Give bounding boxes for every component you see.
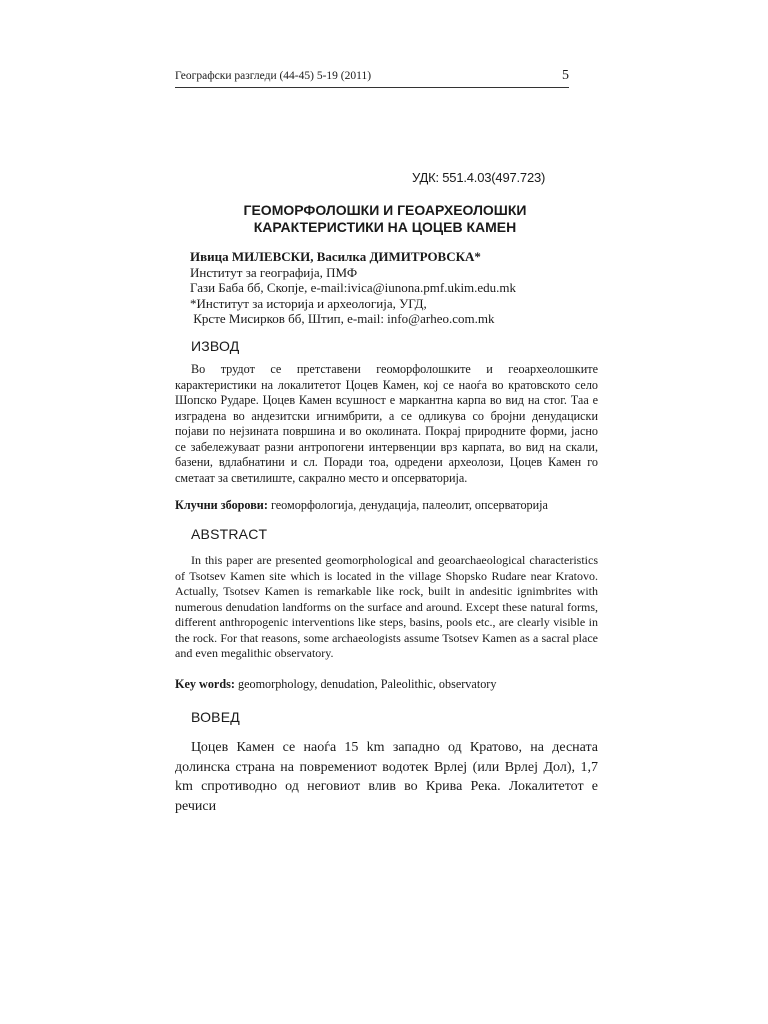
title-line-1: ГЕОМОРФОЛОШКИ И ГЕОАРХЕОЛОШКИ [243, 202, 527, 218]
keywords-en [175, 677, 605, 692]
abstract-en-heading: ABSTRACT [191, 526, 268, 542]
author-names: Ивица МИЛЕВСКИ, Василка ДИМИТРОВСКА* [190, 249, 481, 264]
address-2: Крсте Мисирков бб, Штип, e-mail: info@arheo.com.mk [190, 311, 495, 326]
udk-code: УДК: 551.4.03(497.723) [412, 170, 546, 185]
affiliation-2: *Институт за историја и археологија, УГД, [190, 295, 427, 311]
author-block [190, 249, 590, 327]
keywords-mk-label: Клучни зборови: [175, 498, 268, 512]
keywords-en-label: Key words: [175, 677, 235, 691]
abstract-en-text: In this paper are presented geomorphological and geoarchaeological characteristics of Tsotsev Kamen site which is located in the village Shopsko Rudare near Kratovo. Actually, Tsotsev Kamen is remarkable like rock, built in andesitic ignimbrites with numerous denudation landforms on the surface and around. Except these natural forms, different anthropogenic interventions like steps, basins, pools etc., are clearly visible in the rock. For that reasons, some archaeologists assume Tsotsev Kamen as a sacral place and even megalithic observatory. [175, 553, 598, 660]
keywords-mk [175, 498, 605, 513]
page-number: 5 [562, 68, 569, 83]
title-line-2: КАРАКТЕРИСТИКИ НА ЦОЦЕВ КАМЕН [253, 219, 517, 235]
affiliation-1: Институт за географија, ПМФ [190, 264, 358, 280]
introduction-text: Цоцев Камен се наоѓа 15 km западно од Кратово, на десната долинска страна на повремениот водотек Врлеј (или Врлеј Дол), 1,7 km спротиводно од неговиот влив во Крива Река. Локалитетот е речиси [175, 740, 598, 814]
keywords-mk-text: геоморфологија, денудација, палеолит, опсерваторија [267, 498, 548, 512]
header-rule [175, 87, 569, 88]
keywords-en-text: geomorphology, denudation, Paleolithic, observatory [234, 677, 497, 691]
journal-citation: Географски разгледи (44-45) 5-19 (2011) [175, 70, 372, 82]
article-title [175, 202, 595, 236]
abstract-mk-text: Во трудот се претставени геоморфолошките и геоархеолошките карактеристики на локалитетот Цоцев Камен, кој се наоѓа во кратовското село Шопско Рударе. Цоцев Камен всушност е маркантна карпа во вид на стог. Таа е изградена во андезитски игнимбрити, а се одликува со бројни денудациски појави по нејзината површина и во околината. Покрај природните форми, јасно се забележуваат разни антропогени интервенции врз карпата, во вид на скали, базени, вдлабнатини и сл. Поради тоа, одредени археолози, Цоцев Камен го сметаат за светилиште, сакрално место и опсерваторија. [175, 362, 598, 485]
abstract-mk-heading: ИЗВОД [191, 338, 240, 354]
introduction-heading: ВОВЕД [191, 709, 240, 725]
address-1: Гази Баба бб, Скопје, e-mail:ivica@iunona.pmf.ukim.edu.mk [190, 280, 517, 295]
